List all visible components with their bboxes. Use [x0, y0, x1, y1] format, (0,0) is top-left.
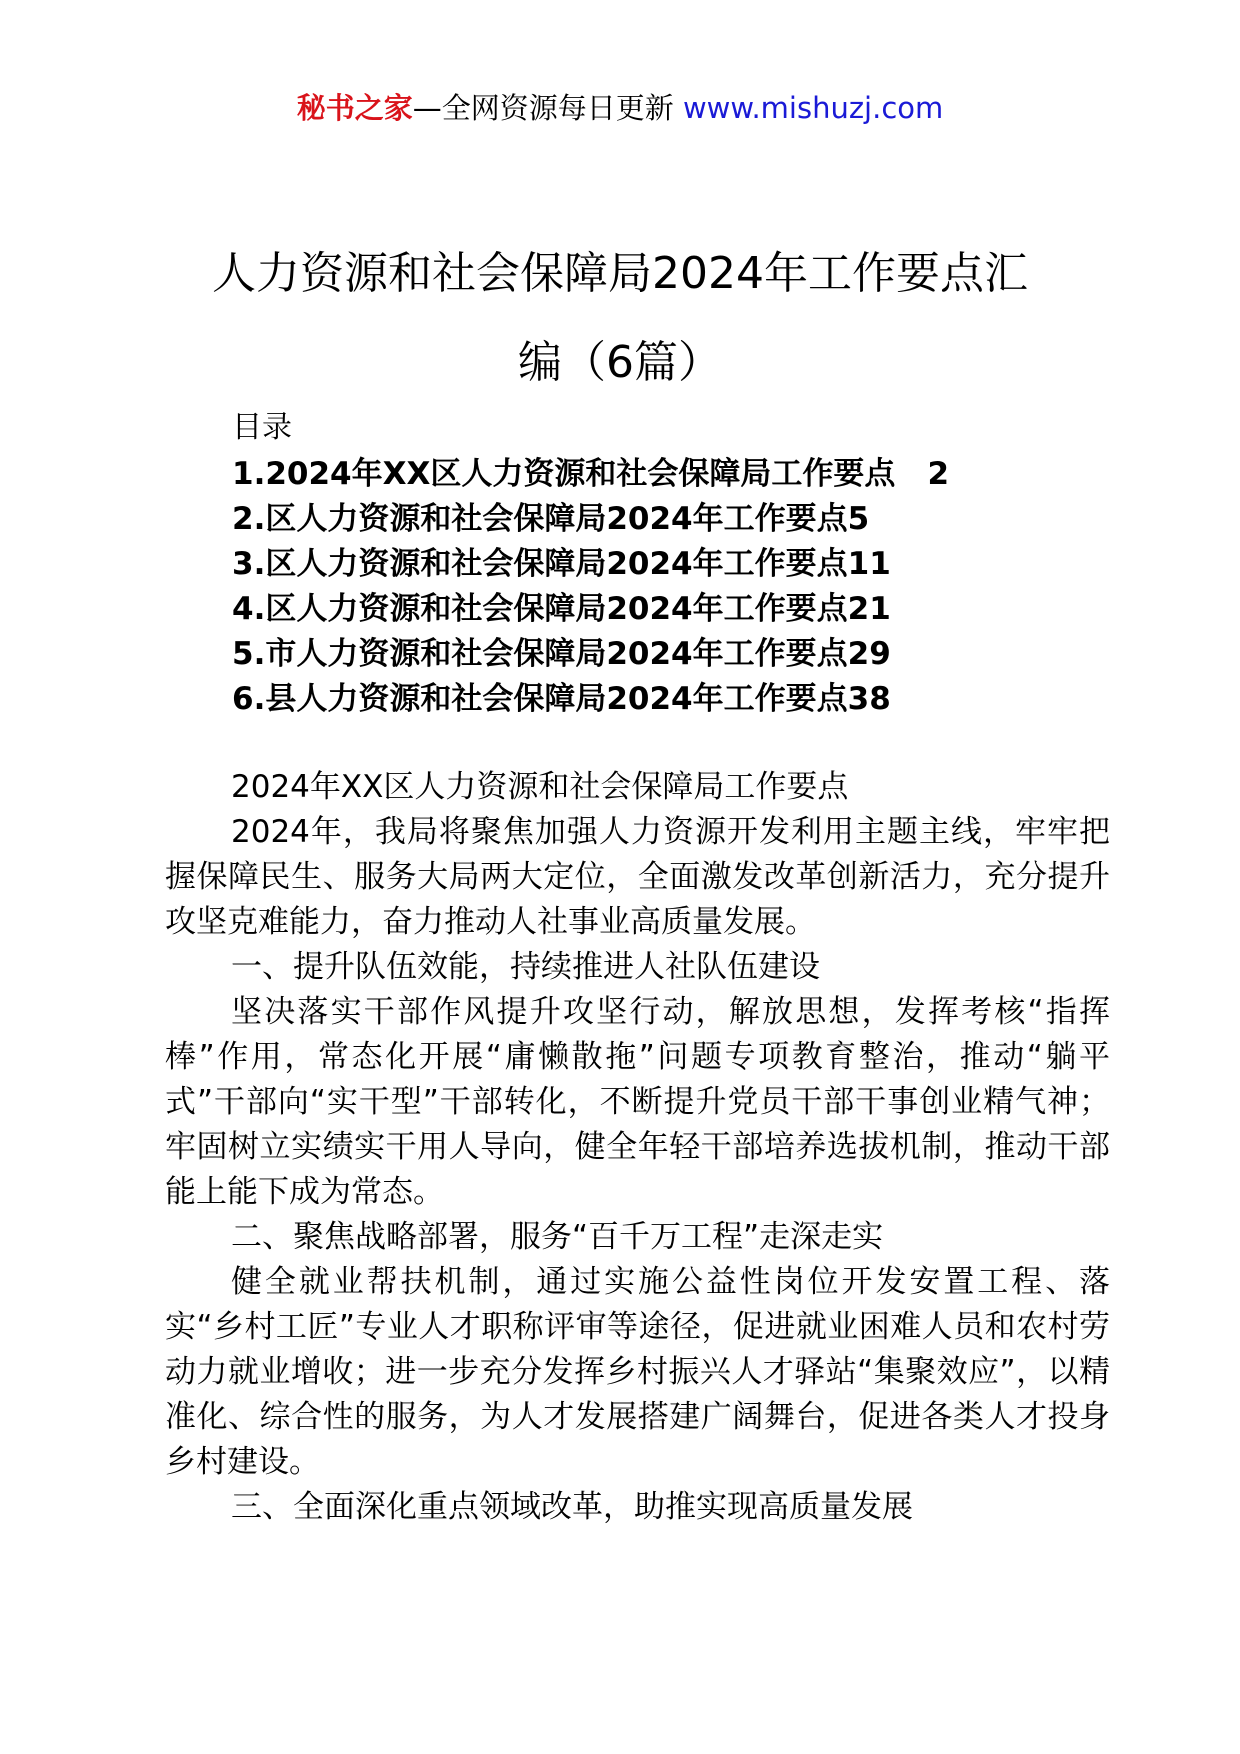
- body-paragraph: 2024年，我局将聚焦加强人力资源开发利用主题主线，牢牢把握保障民生、服务大局两大定位，全面激发改革创新活力，充分提升攻坚克难能力，奋力推动人社事业高质量发展。: [165, 814, 1110, 940]
- table-of-contents: [232, 452, 949, 722]
- body-paragraph: 坚决落实干部作风提升攻坚行动，解放思想，发挥考核“指挥棒”作用，常态化开展“庸懒散拖”问题专项教育整治，推动“躺平式”干部向“实干型”干部转化，不断提升党员干部干事创业精气神；牢固树立实绩实干用人导向，健全年轻干部培养选拔机制，推动干部能上能下成为常态。: [165, 994, 1110, 1210]
- toc-item-label: 5.市人力资源和社会保障局2024年工作要点: [232, 636, 848, 672]
- toc-item[interactable]: [232, 587, 949, 632]
- toc-item-page: 29: [847, 636, 891, 672]
- document-title-line-1: 人力资源和社会保障局2024年工作要点汇: [212, 248, 1028, 299]
- section-title: 2024年XX区人力资源和社会保障局工作要点: [231, 769, 849, 805]
- toc-item-page: 11: [847, 546, 891, 582]
- toc-item[interactable]: [232, 542, 949, 587]
- toc-item[interactable]: [232, 497, 949, 542]
- toc-item-label: 4.区人力资源和社会保障局2024年工作要点: [232, 591, 848, 627]
- toc-heading: 目录: [232, 410, 292, 445]
- site-url-link[interactable]: www.mishuzj.com: [682, 91, 944, 125]
- toc-item-page: 2: [927, 456, 950, 492]
- body-paragraph: 健全就业帮扶机制，通过实施公益性岗位开发安置工程、落实“乡村工匠”专业人才职称评审等途径，促进就业困难人员和农村劳动力就业增收；进一步充分发挥乡村振兴人才驿站“集聚效应”，以精准化、综合性的服务，为人才发展搭建广阔舞台，促进各类人才投身乡村建设。: [165, 1264, 1110, 1480]
- site-brand: 秘书之家: [296, 91, 413, 125]
- toc-item[interactable]: [232, 452, 949, 497]
- section-heading: 三、全面深化重点领域改革，助推实现高质量发展: [231, 1489, 913, 1525]
- toc-item[interactable]: [232, 632, 949, 677]
- toc-item-label: 6.县人力资源和社会保障局2024年工作要点: [232, 681, 848, 717]
- toc-item[interactable]: [232, 677, 949, 722]
- document-title-line-2: 编（6篇）: [518, 337, 722, 388]
- toc-item-page: 5: [847, 501, 870, 537]
- toc-item-label: 3.区人力资源和社会保障局2024年工作要点: [232, 546, 848, 582]
- toc-item-label: 2.区人力资源和社会保障局2024年工作要点: [232, 501, 848, 537]
- toc-item-page: 21: [847, 591, 891, 627]
- toc-item-label: 1.2024年XX区人力资源和社会保障局工作要点: [232, 456, 896, 492]
- toc-item-page: 38: [847, 681, 891, 717]
- document-body: [165, 765, 1110, 1530]
- site-header: [0, 88, 1240, 128]
- site-tagline: —全网资源每日更新: [412, 91, 674, 125]
- section-heading: 二、聚焦战略部署，服务“百千万工程”走深走实: [231, 1219, 884, 1255]
- section-heading: 一、提升队伍效能，持续推进人社队伍建设: [231, 949, 820, 985]
